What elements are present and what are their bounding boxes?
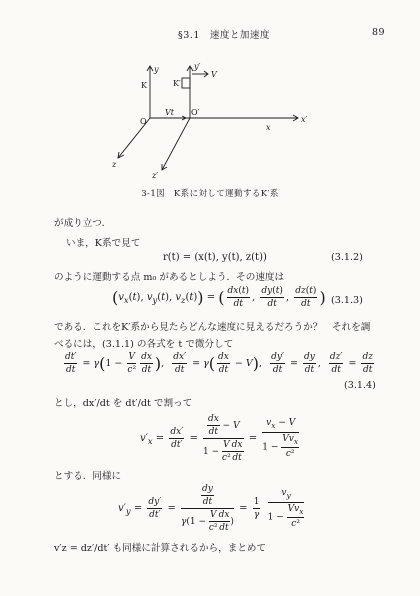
equation-vy-prime: $v'_y$ = $\frac{dy'}{dt'}$ = $\frac{dy}{dt}$ γ(1 − $\frac{V}{\text{c²}}$ $\frac{dx}{dt}$ ) = $\frac{1}{\gamma}$ $v_y$ 1 − $\frac{Vv_x}{\text{c²}}$	[118, 484, 304, 533]
label-z-prime: z′	[152, 171, 159, 180]
equation-vx-prime: $v'_x$ = $\frac{dx'}{dt'}$ = $\frac{dx}{dt}$ − V 1 − $\frac{V}{\text{c²}}$ $\frac{dx}{dt}$ = $v_x - V$ 1 − $\frac{Vv_x}{\text{c²}}$	[140, 414, 299, 463]
label-y-prime: y′	[194, 62, 201, 71]
text-line-2: いま，K系で見て	[66, 238, 141, 249]
text-line-4: である．これをK′系から見たらどんな速度に見えるだろうか？ それを調	[54, 322, 371, 333]
equation-3-1-2: r(t) = (x(t), y(t), z(t))	[163, 252, 267, 263]
text-line-6: とし，dx′/dt を dt′/dt で割って	[54, 398, 193, 409]
text-line-7: とする．同様に	[54, 471, 122, 482]
equation-number-3-1-2: (3.1.2)	[331, 252, 363, 263]
equation-3-1-4: $\frac{dt'}{dt}$ = γ(1 − $\frac{V}{\text{c²}}$ $\frac{dx}{dt}$ ), $\frac{dx'}{dt}$ = γ( $\frac{dx}{dt}$ − V), $\frac{dy'}{dt}$ = $\frac{dy}{dt}$ , $\frac{dz'}{dt}$ = $\frac{dz}{dt}$	[65, 352, 373, 375]
k-z-arrow	[118, 152, 124, 158]
label-Vt: Vt	[165, 108, 174, 117]
text-line-1: が成り立つ．	[54, 218, 112, 229]
label-y: y	[154, 65, 159, 74]
kprime-box	[182, 78, 190, 88]
label-x-prime: x′	[301, 115, 308, 124]
kprime-z-axis	[162, 118, 190, 170]
equation-number-3-1-3: (3.1.3)	[331, 295, 363, 306]
label-O-prime: O′	[191, 108, 200, 117]
text-line-8: v′z = dz′/dt′ も同様に計算されるから，まとめて	[54, 543, 267, 554]
text-line-3: のように運動する点 m₀ があるとしよう．その速度は	[54, 272, 285, 283]
page-number: 89	[372, 27, 386, 38]
label-K-prime: K′	[173, 79, 181, 88]
label-V: V	[211, 70, 217, 79]
coordinate-frames-figure	[110, 60, 320, 180]
label-z: z	[112, 160, 117, 169]
text-line-5: べるには，(3.1.1) の各式を t で微分して	[54, 339, 234, 350]
label-O: O	[140, 117, 147, 126]
label-x: x	[266, 123, 271, 132]
equation-number-3-1-4: (3.1.4)	[344, 380, 376, 391]
label-K: K	[141, 81, 147, 90]
section-header: §3.1 速度と加速度	[178, 30, 270, 41]
equation-3-1-3: ($v_x(t)$, $v_y(t)$, $v_z(t)$) = ( $\frac{dx(t)}{dt}$ , $\frac{dy(t)}{dt}$ , $\frac{dz(t)}{dt}$ )	[112, 286, 326, 309]
figure-caption: 3-1図 K系に対して運動するK′系	[141, 189, 279, 199]
